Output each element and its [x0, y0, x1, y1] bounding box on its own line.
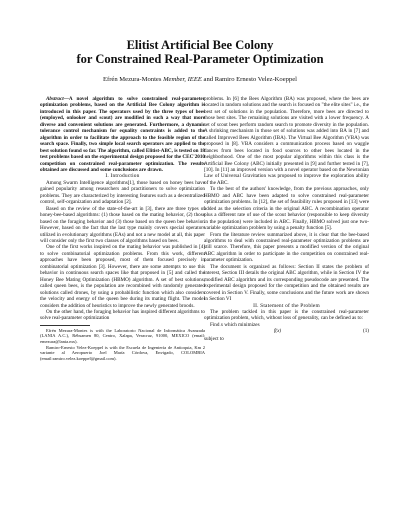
paragraph: To the best of the authors' knowledge, from the previous approaches, only HBMO and ABC have been adapted to solve constrained real-parameter optimization problems. In [12], the set of feasibility rules proposed in [13] were added as the selection criteria in the original ABC. A recombination operator plus a different rate of use of the scout behavior (responsible to keep diversity in the population) were included in ABC. Finally, HBMO solved just one two-variable optimization problem by using a penalty function [5]. [204, 186, 369, 232]
paragraph: Among Swarm Intelligence algorithms[1], those based on honey bees have gained popularity among researchers and practitioners to solve optimization problems. They are characterized by interesting features such as a decentralized control, self-organization and adaptation [2]. [40, 179, 205, 206]
equation-1 [204, 328, 369, 336]
find-before: Find [210, 321, 221, 328]
footnote-author-1: Efrén Mezura-Montes is with the Laboratorio Nacional de Informática Avanzada (LANIA A.C.), Rébsamen 80, Centro, Xalapa, Veracruz, 91000, MEXICO (email: emezura@lania.mx). [40, 327, 205, 345]
paper-title [0, 38, 400, 66]
paragraph: Based on the review of the state-of-the-art in [3], there are three types of honey-bee-based algorithms: (1) those based on the mating behavior, (2) those based on the foraging behavior and (3) those based on the queen bee behavior. However, based on the fact that the last type mainly covers special operators utilized in evolutionary algorithms (EAs) and not a new model at all, this paper will consider only the first two classes of algorithms based on bees. [40, 205, 205, 244]
author-suffix: and Ramiro Ernesto Velez-Koeppel [201, 76, 297, 83]
abstract [40, 96, 205, 173]
equation-number: (1) [363, 328, 369, 335]
author-membership: Member, IEEE [163, 76, 202, 83]
footnote-author-2: Ramiro-Ernesto Velez-Koeppel is with the Escuela de Ingeniería de Antioquia, Km 2 variante al Aeropuerto Joel María Córdova, Envigado, COLOMBIA (email:ramiro.velez.koeppel@gmail.com). [40, 344, 205, 361]
subject-to: subject to [204, 336, 224, 343]
abstract-text: —A novel algorithm to solve constrained real-parameter optimization problems, based on the Artificial Bee Colony algorithm is introduced in this paper. The operators used by the three types of bees (employed, onlooker and scout) are modified in such a way that more diverse and convenient solutions are generated. Furthermore, a dynamic tolerance control mechanism for equality constraints is added to the algorithm in order to facilitate the approach to the feasible region of the search space. Finally, two simple local search operators are applied to the best solution found so far. The algorithm, called Elitist-ABC, is tested on 18 test problems based on the experimental design proposed for the CEC'2010 competition on constrained real-parameter optimization. The results obtained are discussed and some conclusions are drawn. [40, 96, 205, 173]
title-line-1: Elitist Artificial Bee Colony [126, 38, 274, 52]
section-heading-statement: II. Statement of the Problem [253, 302, 320, 309]
paragraph: From the literature review summarized above, it is clear that the bee-based algorithms to deal with constrained real-parameter optimization problems are still scarce. Therefore, this paper presents a modified version of the original ABC algorithm in order to participate in the competition on constrained real-parameter optimization. [204, 231, 369, 264]
footnote-rule [40, 325, 90, 326]
title-line-2: for Constrained Real-Parameter Optimization [76, 52, 324, 66]
paragraph: On the other hand, the foraging behavior has inspired different algorithms to solve real-parameter optimization [40, 308, 205, 322]
find-variable: x [220, 321, 224, 328]
find-after: which minimizes [223, 321, 260, 328]
left-column [40, 96, 205, 361]
paragraph: problems. In [6] the Bees Algorithm (BA) was proposed, where the bees are located in random solutions and the search is focused on "the elite sites" i.e., the best set of solutions in the population. Therefore, more bees are directed to those best sites. The remaining solutions are visited with a lower frequency. A set of scout bees perform random search to promote diversity in the population. A shrinking mechanism in those set of solutions was added into BA in [7] and called Improved Bees Algorithm (IBA). The Virtual Bee Algorithm (VBA) was proposed in [8]. VBA considers a communication process based on waggle dances from bees located in food sources to other bees located in the neighborhood. One of the most popular algorithms within this class is the Artificial Bee Colony (ABC) initially presented in [9] and further tested in [7], [10]. In [11] an improved version with a novel operator based on the Newtonian Law of Universal Gravitation was proposed to improve the exploration ability of the ABC. [204, 96, 369, 186]
author-line [0, 76, 400, 84]
author-prefix: Efrén Mezura-Montes [103, 76, 164, 83]
paragraph: One of the first works inspired on the mating behavior was published in [4] to solve combinatorial optimization problems. From this work, different approaches have been proposed, most of them focused precisely in combinatorial optimization [3]. However, there are some attempts to use this behavior in continuous search spaces like that proposed in [5] and called the Honey Bee Mating Optimization (HBMO) algorithm. A set of best solutions, called queen bees, is the population are recombined with randomly generated solutions called drones, by using a probabilistic function which also considers the velocity and energy of the queen bee during its mating flight. The model considers the addition of heuristics to improve the newly generated broods. [40, 244, 205, 309]
right-column [204, 96, 369, 343]
equation-expression: f(x) [274, 328, 282, 335]
abstract-label: Abstract [46, 96, 64, 102]
paragraph: The problem tackled in this paper is the constrained real-parameter optimization problem, which, without loss of generality, can be defined as to: [204, 308, 369, 322]
paragraph: The document is organized as follows: Section II states the problem of interest, Section III details the original ABC algorithm, while in Section IV the modified ABC algorithm and its corresponding pseudocode are presented. The experimental design proposed for the competition and the obtained results are covered in Section V. Finally, some conclusions and the future work are shown in Section VI [204, 263, 369, 303]
section-heading-introduction: I. Introduction [105, 173, 140, 180]
